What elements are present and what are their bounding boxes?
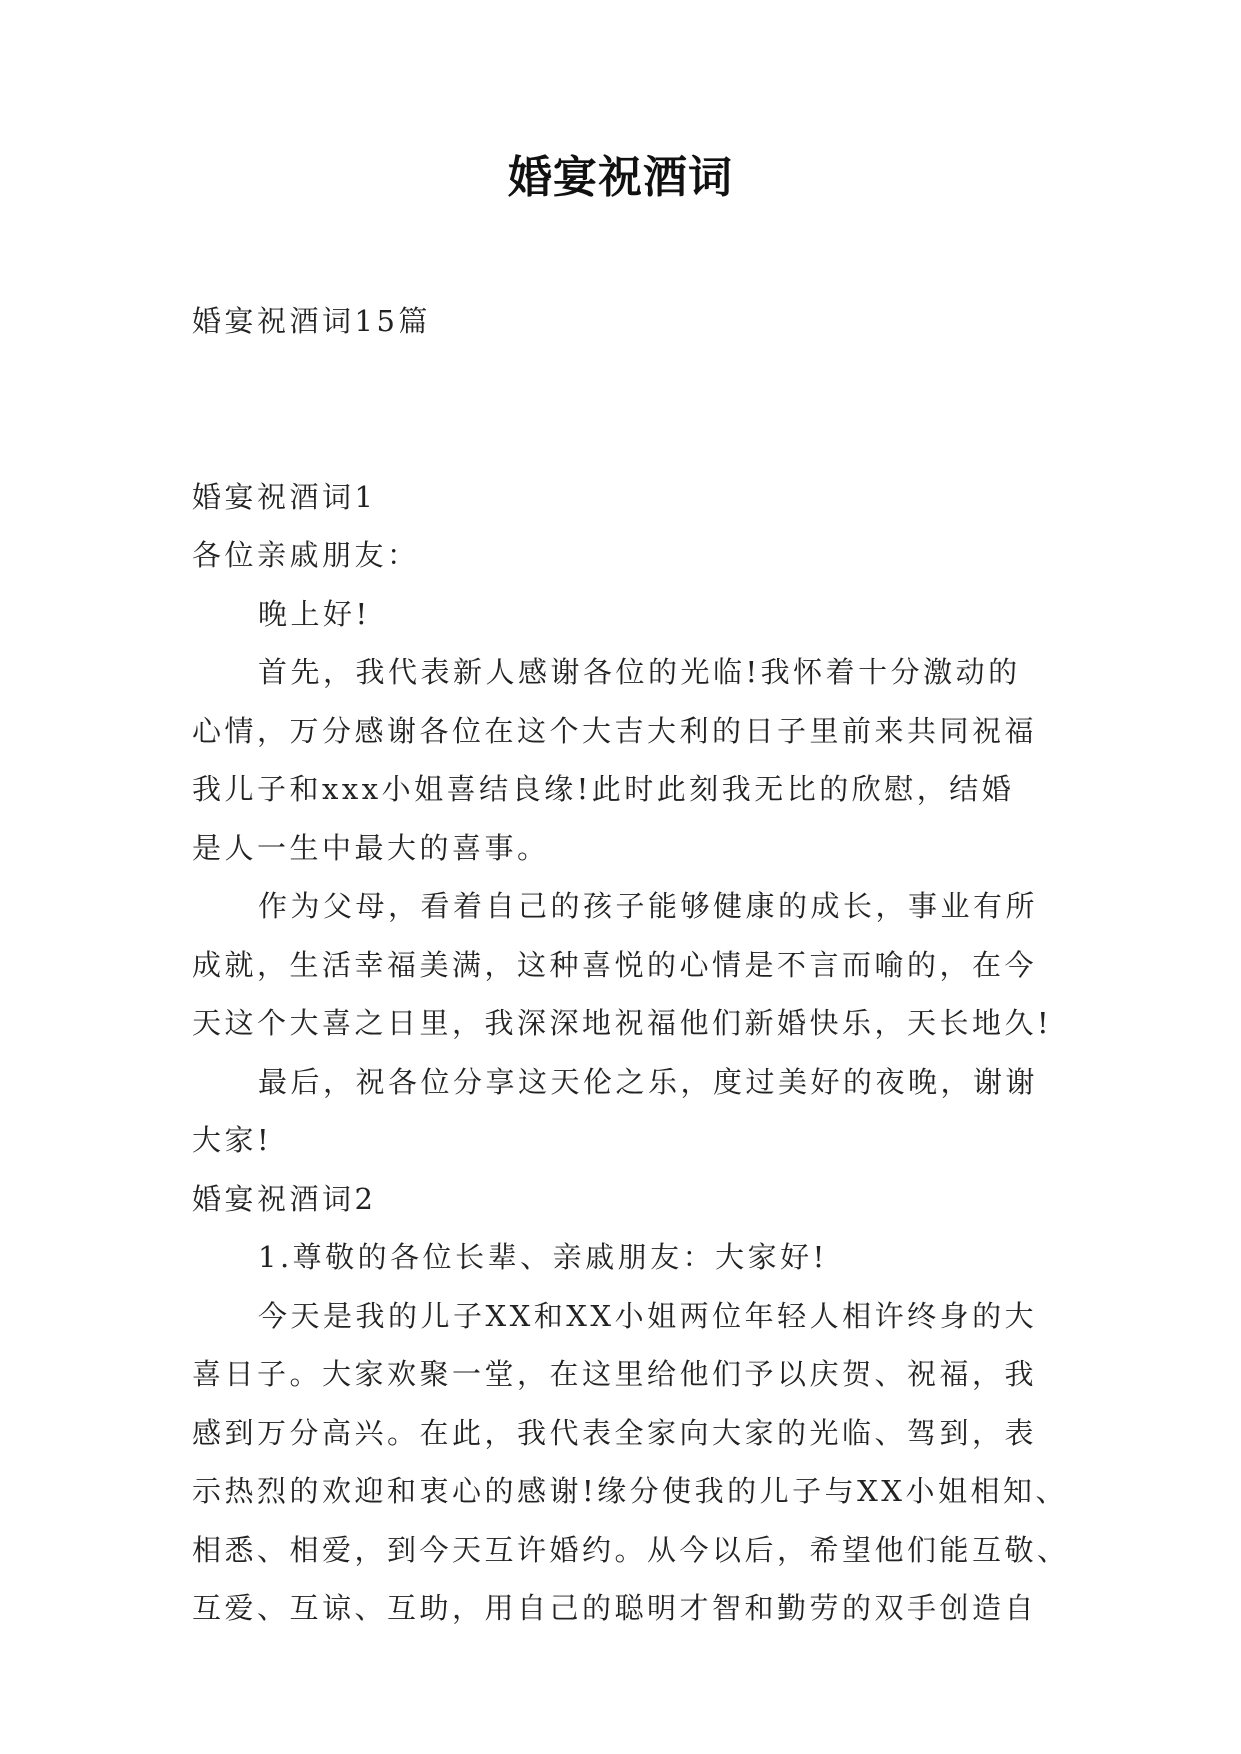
paragraph-line: 我儿子和xxx小姐喜结良缘!此时此刻我无比的欣慰，结婚 <box>192 772 1015 806</box>
paragraph-line: 互爱、互谅、互助，用自己的聪明才智和勤劳的双手创造自 <box>192 1591 1038 1625</box>
paragraph-line: 示热烈的欢迎和衷心的感谢!缘分使我的儿子与XX小姐相知、 <box>192 1474 1068 1508</box>
section-heading: 婚宴祝酒词2 <box>192 1181 377 1216</box>
paragraph-line: 今天是我的儿子XX和XX小姐两位年轻人相许终身的大 <box>258 1298 1038 1333</box>
paragraph-line: 喜日子。大家欢聚一堂，在这里给他们予以庆贺、祝福，我 <box>192 1357 1038 1391</box>
paragraph-line: 成就，生活幸福美满，这种喜悦的心情是不言而喻的，在今 <box>192 947 1038 982</box>
spacer <box>192 351 1058 468</box>
document-subtitle: 婚宴祝酒词15篇 <box>192 304 431 338</box>
document-title: 婚宴祝酒词 <box>508 152 733 203</box>
numbered-item: 1.尊敬的各位长辈、亲戚朋友：大家好! <box>258 1240 828 1274</box>
paragraph-line: 天这个大喜之日里，我深深地祝福他们新婚快乐，天长地久! <box>192 1006 1053 1040</box>
paragraph-line: 首先，我代表新人感谢各位的光临!我怀着十分激动的 <box>258 655 1021 689</box>
paragraph-line: 大家! <box>192 1123 273 1157</box>
paragraph-line: 最后，祝各位分享这天伦之乐，度过美好的夜晚，谢谢 <box>258 1064 1039 1099</box>
salutation: 各位亲戚朋友： <box>192 538 420 572</box>
greeting: 晚上好! <box>258 596 371 631</box>
paragraph-line: 是人一生中最大的喜事。 <box>192 830 550 865</box>
paragraph-line: 作为父母，看着自己的孩子能够健康的成长，事业有所 <box>258 889 1039 923</box>
document-body <box>192 292 1070 1638</box>
section-heading: 婚宴祝酒词1 <box>192 479 377 514</box>
paragraph-line: 心情，万分感谢各位在这个大吉大利的日子里前来共同祝福 <box>192 713 1038 748</box>
paragraph-line: 感到万分高兴。在此，我代表全家向大家的光临、驾到，表 <box>192 1415 1038 1450</box>
paragraph-line: 相悉、相爱，到今天互许婚约。从今以后，希望他们能互敬、 <box>192 1532 1070 1567</box>
